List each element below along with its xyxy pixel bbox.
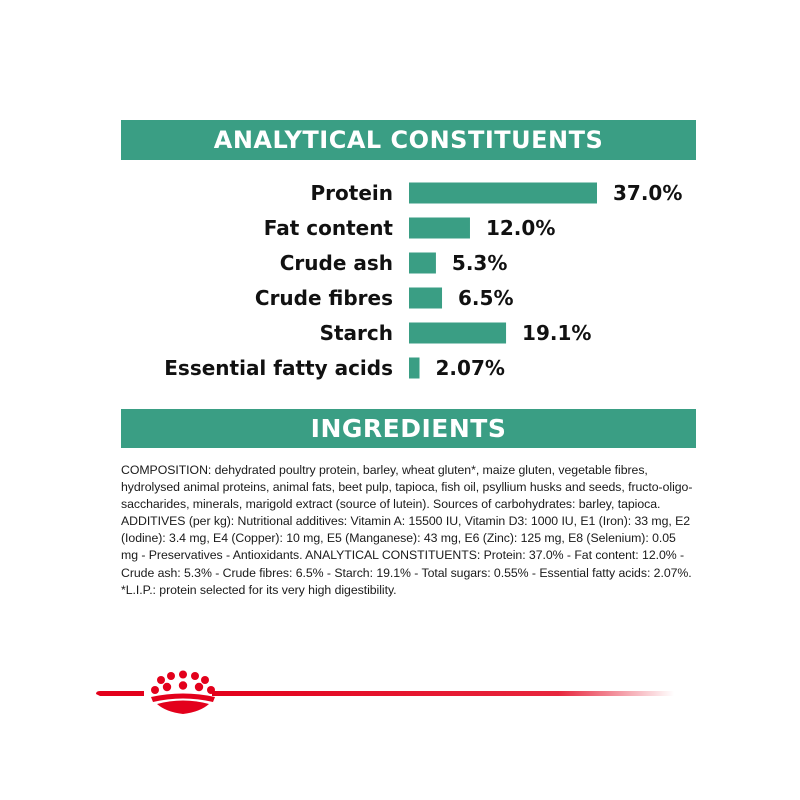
footer-line-left bbox=[100, 691, 144, 696]
footer-line-right bbox=[212, 691, 674, 696]
bar-category-label: Protein bbox=[310, 181, 393, 205]
bar bbox=[409, 253, 436, 274]
brand-footer bbox=[0, 670, 800, 720]
bar-value-label: 19.1% bbox=[522, 321, 592, 345]
bar-category-label: Starch bbox=[319, 321, 393, 345]
bar bbox=[409, 358, 420, 379]
bar-value-label: 37.0% bbox=[613, 181, 683, 205]
analytical-constituents-heading: ANALYTICAL CONSTITUENTS bbox=[121, 120, 696, 160]
bar-category-label: Crude ash bbox=[279, 251, 393, 275]
composition-text: COMPOSITION: dehydrated poultry protein, barley, wheat gluten*, maize gluten, vegetable fibres, hydrolysed animal proteins, animal fats, beet pulp, tapioca, fish oil, psyllium husks and seeds, fructo-oligo-saccharides, minerals, marigold extract (source of lutein). Sources of carbohydrates: barley, tapioca. ADDITIVES (per kg): Nutritional additives: Vitamin A: 15500 IU, Vitamin D3: 1000 IU, E1 (Iron): 33 mg, E2 (Iodine): 3.4 mg, E4 (Copper): 10 mg, E5 (Manganese): 43 mg, E6 (Zinc): 125 mg, E8 (Selenium): 0.05 mg - Preservatives - Antioxidants. ANALYTICAL CONSTITUENTS: Protein: 37.0% - Fat content: 12.0% - Crude ash: 5.3% - Crude fibres: 6.5% - Starch: 19.1% - Total sugars: 0.55% - Essential fatty acids: 2.07%. *L.I.P.: protein selected for its very high digestibility. bbox=[121, 463, 693, 597]
royal-canin-crown-icon bbox=[151, 671, 215, 715]
bar bbox=[409, 218, 470, 239]
bar bbox=[409, 288, 442, 309]
bar-value-label: 5.3% bbox=[451, 251, 508, 275]
bar-value-label: 2.07% bbox=[435, 356, 505, 380]
bar-category-label: Essential fatty acids bbox=[164, 356, 393, 380]
bar-category-label: Fat content bbox=[263, 216, 393, 240]
ingredients-heading: INGREDIENTS bbox=[121, 409, 696, 448]
bar-value-label: 6.5% bbox=[458, 286, 514, 310]
footer-line-left-cap bbox=[96, 691, 100, 696]
bar bbox=[409, 183, 597, 204]
bar-value-label: 12.0% bbox=[485, 216, 556, 240]
bar-category-label: Crude fibres bbox=[254, 286, 393, 310]
bar bbox=[409, 323, 506, 344]
